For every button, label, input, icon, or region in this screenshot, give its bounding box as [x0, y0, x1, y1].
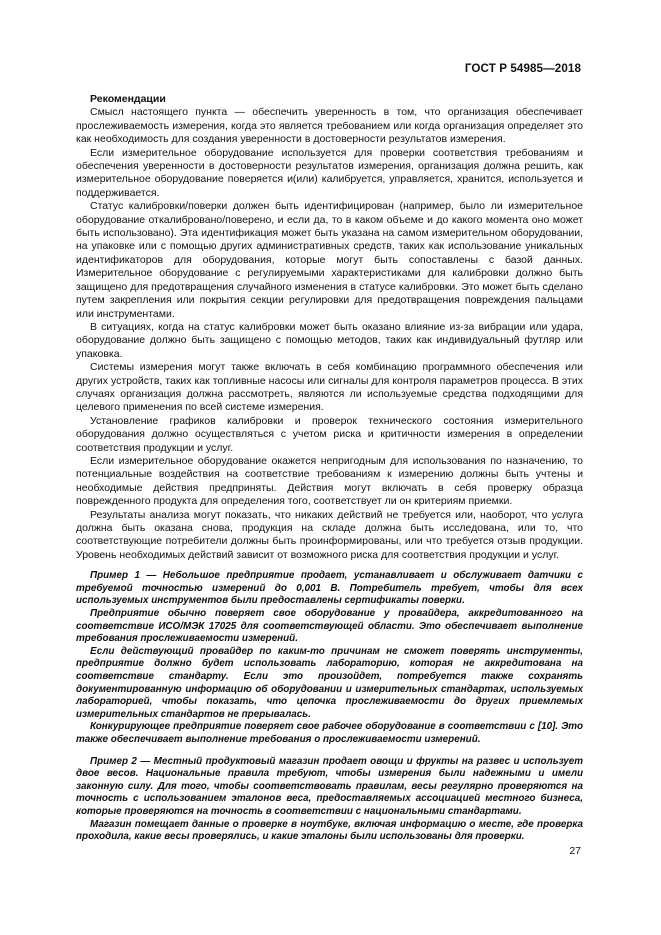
page-number: 27 [569, 845, 581, 857]
paragraph: В ситуациях, когда на статус калибровки может быть оказано влияние из-за вибрации или удара, оборудование должно быть защищено с помощью методов, таких как индивидуальный футляр или упаковка. [76, 320, 583, 360]
example-paragraph: Пример 2 — Местный продуктовый магазин продает овощи и фрукты на развес и использует двое весов. Национальные правила требуют, чтобы измерения были надежными и имели законную силу. Для того, чтобы соответствовать правилам, весы регулярно проверяются на точность с использованием эталонов веса, предоставляемых ассоциацией местного бизнеса, которые проверяются на точность в соответствии с национальными стандартами. [76, 755, 583, 817]
example-paragraph: Если действующий провайдер по каким-то причинам не сможет поверять инструменты, предприятие должно будет использовать лабораторию, которая не аккредитована на соответствие стандарту. Если это произойдет, потребуется также сохранять документированную информацию об оборудовании и измерительных стандартах, используемых лабораторией, чтобы показать, что цепочка прослеживаемости до других приемлемых измерительных стандартов не прерывалась. [76, 645, 583, 720]
paragraph: Статус калибровки/поверки должен быть идентифицирован (например, было ли измерительное оборудование откалибровано/поверено, и если да, то в каком объеме и до какого момента оно может быть использовано). Эта идентификация может быть указана на самом измерительном оборудовании, на упаковке или с помощью других административных средств, таких как использование уникальных идентификаторов для оборудования, которые могут быть сопоставлены с базой данных. Измерительное оборудование с регулируемыми характеристиками для калибровки должно быть защищено для предотвращения случайного изменения в статусе калибровки. Это может быть сделано путем закрепления или покрытия секции регулировки для предотвращения повреждения пальцами или инструментами. [76, 200, 583, 320]
paragraph: Результаты анализа могут показать, что никаких действий не требуется или, наоборот, что услуга должна быть оказана снова, продукция на складе должна быть исследована, или то, что соответствующие потребители должны быть проинформированы, или что требуется отзыв продукции. Уровень необходимых действий зависит от возможного риска для соответствия продукции и услуг. [76, 508, 583, 561]
paragraph: Установление графиков калибровки и проверок технического состояния измерительного оборудования должно осуществляться с учетом риска и критичности измерения в определении соответствия продукции и услуг. [76, 414, 583, 454]
spacer [76, 747, 583, 756]
example-paragraph: Конкурирующее предприятие поверяет свое рабочее оборудование в соответствии с [10]. Это также обеспечивает выполнение требования о прослеживаемости измерений. [76, 721, 583, 745]
example-paragraph: Предприятие обычно поверяет свое оборудование у провайдера, аккредитованного на соответствие ИСО/МЭК 17025 для соответствующей области. Это обеспечивает выполнение требования прослеживаемости измерений. [76, 608, 583, 645]
paragraph: Системы измерения могут также включать в себя комбинацию программного обеспечения или других устройств, таких как топливные насосы или сигналы для контроля параметров процесса. В этих случаях организация должна рассмотреть, являются ли используемые средства подходящими для целевого применения по всей системе измерения. [76, 361, 583, 414]
paragraph: Смысл настоящего пункта — обеспечить уверенность в том, что организация обеспечивает прослеживаемость измерения, когда это является требованием или когда организация определяет это как необходимость для создания уверенности в достоверности результатов измерения. [76, 106, 583, 146]
example-1 [76, 570, 583, 746]
example-2 [76, 756, 583, 844]
paragraph: Если измерительное оборудование используется для проверки соответствия требованиям и обеспечения уверенности в достоверности результатов измерения, организация должна решить, как измерительное оборудование поверяется и(или) калибруется, управляется, хранится, используется и поддерживается. [76, 146, 583, 199]
example-paragraph: Пример 1 — Небольшое предприятие продает, устанавливает и обслуживает датчики с требуемой точностью измерений до 0,001 В. Потребитель требует, чтобы для всех используемых инструментов были предоставлены сертификаты поверки. [76, 570, 583, 607]
example-paragraph: Магазин помещает данные о проверке в ноутбуке, включая информацию о месте, где проверка проходила, какие весы проверялись, и какие эталоны были использованы для проверки. [76, 818, 583, 843]
paragraph: Если измерительное оборудование окажется непригодным для использования по назначению, то потенциальные воздействия на соответствие требованиям к измерению должны быть учтены и необходимые действия предприняты. Действия могут включать в себя проверку образца поврежденного продукта для определения того, соответствует ли он критериям приемки. [76, 454, 583, 508]
page-content [76, 93, 583, 844]
document-header-id: ГОСТ Р 54985—2018 [464, 62, 581, 75]
section-title: Рекомендации [90, 93, 166, 105]
